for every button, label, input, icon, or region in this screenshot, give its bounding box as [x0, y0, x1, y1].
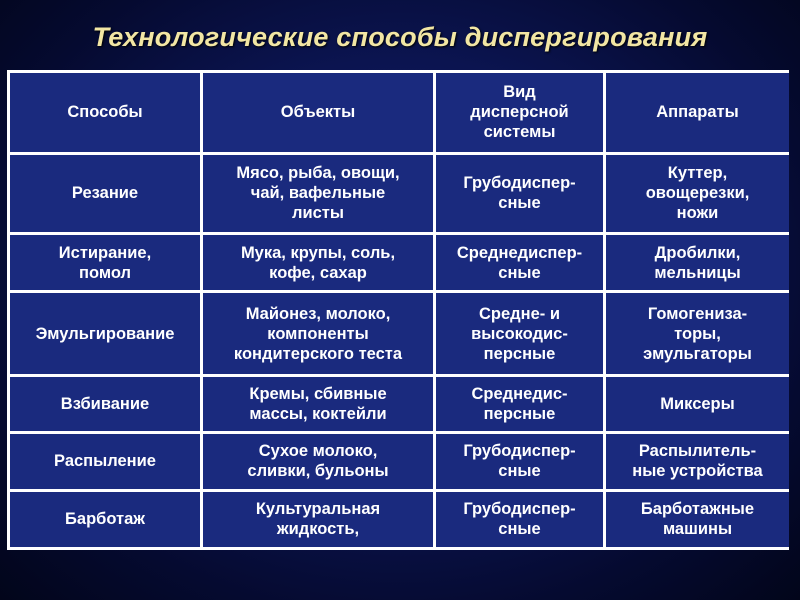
table-cell: Истирание, помол — [10, 235, 200, 290]
header-apparatus: Аппараты — [606, 73, 789, 152]
table-cell: Грубодиспер- сные — [436, 155, 603, 233]
table-cell: Барботаж — [10, 492, 200, 547]
header-objects: Объекты — [203, 73, 433, 152]
table-cell: Резание — [10, 155, 200, 233]
table-cell: Мука, крупы, соль, кофе, сахар — [203, 235, 433, 290]
table-row — [10, 492, 789, 547]
dispersion-methods-table — [7, 70, 789, 550]
table-cell: Средне- и высокодис- персные — [436, 293, 603, 374]
table-cell: Взбивание — [10, 377, 200, 431]
table-cell: Дробилки, мельницы — [606, 235, 789, 290]
table-row — [10, 377, 789, 431]
header-disperse-system-type: Вид дисперсной системы — [436, 73, 603, 152]
table-cell: Кремы, сбивные массы, коктейли — [203, 377, 433, 431]
table-cell: Миксеры — [606, 377, 789, 431]
page-title: Технологические способы диспергирования — [92, 22, 708, 52]
table-cell: Барботажные машины — [606, 492, 789, 547]
table-cell: Сухое молоко, сливки, бульоны — [203, 434, 433, 488]
header-methods: Способы — [10, 73, 200, 152]
table-row — [10, 293, 789, 374]
table-cell: Грубодиспер- сные — [436, 492, 603, 547]
table-row — [10, 434, 789, 488]
table-cell: Среднедис- персные — [436, 377, 603, 431]
table-cell: Мясо, рыба, овощи, чай, вафельные листы — [203, 155, 433, 233]
table-cell: Распыление — [10, 434, 200, 488]
table-row — [10, 235, 789, 290]
table-row — [10, 155, 789, 233]
table-cell: Майонез, молоко, компоненты кондитерского теста — [203, 293, 433, 374]
table-cell: Гомогениза- торы, эмульгаторы — [606, 293, 789, 374]
table-cell: Среднедиспер- сные — [436, 235, 603, 290]
table-cell: Куттер, овощерезки, ножи — [606, 155, 789, 233]
table-cell: Грубодиспер- сные — [436, 434, 603, 488]
table-cell: Эмульгирование — [10, 293, 200, 374]
table — [7, 70, 792, 550]
table-header-row — [10, 73, 789, 152]
table-cell: Культуральная жидкость, — [203, 492, 433, 547]
table-cell: Распылитель- ные устройства — [606, 434, 789, 488]
